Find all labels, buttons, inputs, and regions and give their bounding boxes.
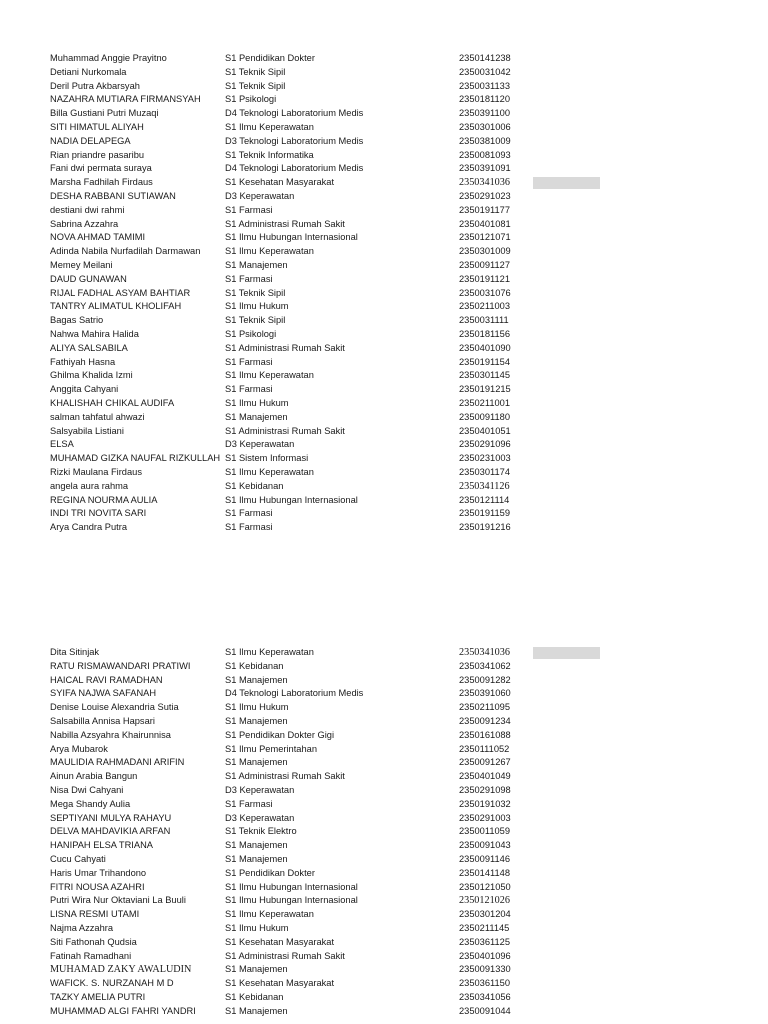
- study-program: S1 Teknik Sipil: [225, 287, 286, 298]
- roster-row: [0, 784, 768, 798]
- student-id: 2350211095: [459, 702, 511, 713]
- student-name: DAUD GUNAWAN: [50, 273, 127, 284]
- study-program: S1 Administrasi Rumah Sakit: [225, 425, 345, 436]
- study-program: D3 Keperawatan: [225, 812, 295, 823]
- student-name: Memey Meilani: [50, 259, 113, 270]
- roster-row: [0, 881, 768, 895]
- study-program: S1 Manajemen: [225, 964, 288, 975]
- study-program: S1 Teknik Elektro: [225, 826, 297, 837]
- roster-row: [0, 991, 768, 1005]
- study-program: S1 Teknik Sipil: [225, 315, 286, 326]
- student-id: 2350031111: [459, 315, 509, 326]
- student-name: Dita Sitinjak: [50, 647, 100, 657]
- student-name: angela aura rahma: [50, 480, 129, 491]
- roster-row: [0, 204, 768, 218]
- student-id: 2350381009: [459, 135, 511, 146]
- student-id: 2350291096: [459, 439, 511, 450]
- roster-block-2: [0, 646, 768, 1019]
- roster-row: [0, 176, 768, 190]
- student-id: 2350291023: [459, 190, 511, 201]
- study-program: S1 Teknik Sipil: [225, 66, 286, 77]
- student-name: DESHA RABBANI SUTIAWAN: [50, 190, 176, 201]
- roster-row: [0, 273, 768, 287]
- study-program: S1 Manajemen: [225, 411, 288, 422]
- student-name: RATU RISMAWANDARI PRATIWI: [50, 660, 191, 671]
- study-program: S1 Ilmu Hukum: [225, 301, 289, 312]
- student-name: Marsha Fadhilah Firdaus: [50, 177, 153, 188]
- roster-row: [0, 452, 768, 466]
- study-program: S1 Manajemen: [225, 757, 288, 768]
- highlighted-cell: [533, 647, 600, 659]
- student-id: 2350121050: [459, 881, 511, 892]
- student-name: Putri Wira Nur Oktaviani La Buuli: [50, 895, 186, 906]
- roster-row: [0, 287, 768, 301]
- student-name: MUHAMAD GIZKA NAUFAL RIZKULLAH: [50, 453, 221, 464]
- study-program: S1 Manajemen: [225, 840, 288, 851]
- student-id: 2350091267: [459, 757, 511, 768]
- student-name: Nahwa Mahira Halida: [50, 328, 139, 339]
- student-name: Detiani Nurkomala: [50, 66, 127, 77]
- student-name: SEPTIYANI MULYA RAHAYU: [50, 812, 172, 823]
- study-program: S1 Administrasi Rumah Sakit: [225, 771, 345, 782]
- student-id: 2350091330: [459, 964, 511, 975]
- student-name: Fatinah Ramadhani: [50, 950, 132, 961]
- student-name: Fani dwi permata suraya: [50, 163, 152, 174]
- roster-row: [0, 756, 768, 770]
- study-program: S1 Administrasi Rumah Sakit: [225, 342, 345, 353]
- roster-row: [0, 369, 768, 383]
- student-id: 2350291003: [459, 812, 511, 823]
- student-id: 2350191121: [459, 273, 511, 284]
- student-id: 2350121026: [459, 895, 510, 907]
- student-name: TANTRY ALIMATUL KHOLIFAH: [50, 301, 182, 312]
- study-program: S1 Ilmu Keperawatan: [225, 466, 314, 477]
- student-id: 2350211145: [459, 922, 510, 933]
- student-id: 2350301145: [459, 370, 511, 381]
- study-program: S1 Manajemen: [225, 715, 288, 726]
- roster-row: [0, 798, 768, 812]
- student-name: salman tahfatul ahwazi: [50, 411, 145, 422]
- roster-row: [0, 825, 768, 839]
- student-name: Cucu Cahyati: [50, 853, 106, 864]
- roster-row: [0, 521, 768, 535]
- roster-row: [0, 218, 768, 232]
- study-program: S1 Ilmu Hubungan Internasional: [225, 232, 358, 243]
- study-program: S1 Pendidikan Dokter: [225, 867, 315, 878]
- roster-row: [0, 770, 768, 784]
- roster-row: [0, 66, 768, 80]
- study-program: S1 Ilmu Keperawatan: [225, 370, 314, 381]
- student-id: 2350091180: [459, 411, 511, 422]
- student-name: Sabrina Azzahra: [50, 218, 119, 229]
- student-id: 2350011059: [459, 826, 511, 837]
- roster-row: [0, 356, 768, 370]
- study-program: S1 Ilmu Keperawatan: [225, 246, 314, 257]
- study-program: S1 Farmasi: [225, 273, 273, 284]
- student-name: Muhammad Anggie Prayitno: [50, 53, 167, 63]
- student-id: 2350341062: [459, 660, 511, 671]
- roster-row: [0, 425, 768, 439]
- study-program: S1 Farmasi: [225, 798, 273, 809]
- student-name: Adinda Nabila Nurfadilah Darmawan: [50, 246, 201, 257]
- student-id: 2350141238: [459, 53, 511, 63]
- student-id: 2350141148: [459, 867, 511, 878]
- student-id: 2350181156: [459, 328, 511, 339]
- roster-row: [0, 494, 768, 508]
- student-id: 2350191159: [459, 508, 511, 519]
- roster-row: [0, 701, 768, 715]
- student-id: 2350091044: [459, 1005, 511, 1016]
- student-name: HANIPAH ELSA TRIANA: [50, 840, 153, 851]
- roster-row: [0, 743, 768, 757]
- student-name: NADIA DELAPEGA: [50, 135, 131, 146]
- student-id: 2350301006: [459, 121, 511, 132]
- student-name: Arya Candra Putra: [50, 522, 127, 533]
- student-name: DELVA MAHDAVIKIA ARFAN: [50, 826, 171, 837]
- student-id: 2350081093: [459, 149, 511, 160]
- roster-row: [0, 342, 768, 356]
- student-id: 2350301174: [459, 466, 511, 477]
- student-id: 2350191032: [459, 798, 511, 809]
- roster-row: [0, 507, 768, 521]
- student-id: 2350121114: [459, 494, 510, 505]
- study-program: S1 Manajemen: [225, 1005, 288, 1016]
- roster-row: [0, 977, 768, 991]
- student-id: 2350361150: [459, 978, 511, 989]
- roster-row: [0, 328, 768, 342]
- study-program: S1 Ilmu Keperawatan: [225, 647, 314, 657]
- student-name: WAFICK. S. NURZANAH M D: [50, 978, 174, 989]
- student-id: 2350391060: [459, 688, 511, 699]
- roster-row: [0, 812, 768, 826]
- study-program: S1 Administrasi Rumah Sakit: [225, 950, 345, 961]
- student-id: 2350211003: [459, 301, 511, 312]
- roster-row: [0, 190, 768, 204]
- student-id: 2350231003: [459, 453, 511, 464]
- student-id: 2350361125: [459, 936, 511, 947]
- student-id: 2350111052: [459, 743, 510, 754]
- student-name: Ghilma Khalida Izmi: [50, 370, 133, 381]
- student-id: 2350161088: [459, 729, 511, 740]
- student-name: Anggita Cahyani: [50, 384, 119, 395]
- study-program: S1 Sistem Informasi: [225, 453, 309, 464]
- roster-row: [0, 894, 768, 908]
- study-program: S1 Ilmu Hukum: [225, 702, 289, 713]
- student-id: 2350391100: [459, 108, 511, 119]
- student-name: TAZKY AMELIA PUTRI: [50, 991, 146, 1002]
- student-name: NAZAHRA MUTIARA FIRMANSYAH: [50, 94, 201, 105]
- student-id: 2350031076: [459, 287, 511, 298]
- study-program: D3 Keperawatan: [225, 784, 295, 795]
- roster-row: [0, 245, 768, 259]
- student-name: MAULIDIA RAHMADANI ARIFIN: [50, 757, 185, 768]
- student-name: FITRI NOUSA AZAHRI: [50, 881, 145, 892]
- student-name: Arya Mubarok: [50, 743, 108, 754]
- student-name: Mega Shandy Aulia: [50, 798, 131, 809]
- study-program: S1 Teknik Sipil: [225, 80, 286, 91]
- student-name: ELSA: [50, 439, 74, 450]
- student-name: Najma Azzahra: [50, 922, 114, 933]
- study-program: S1 Ilmu Pemerintahan: [225, 743, 317, 754]
- student-id: 2350091146: [459, 853, 511, 864]
- roster-row: [0, 411, 768, 425]
- study-program: S1 Teknik Informatika: [225, 149, 314, 160]
- student-id: 2350191215: [459, 384, 511, 395]
- study-program: D3 Keperawatan: [225, 190, 295, 201]
- study-program: S1 Kesehatan Masyarakat: [225, 177, 335, 188]
- student-name: ALIYA SALSABILA: [50, 342, 128, 353]
- study-program: D3 Teknologi Laboratorium Medis: [225, 135, 364, 146]
- roster-row: [0, 1005, 768, 1019]
- student-id: 2350301009: [459, 246, 511, 257]
- student-id: 2350091043: [459, 840, 511, 851]
- student-name: SYIFA NAJWA SAFANAH: [50, 688, 157, 699]
- student-name: Rian priandre pasaribu: [50, 149, 145, 160]
- study-program: S1 Ilmu Hubungan Internasional: [225, 881, 358, 892]
- study-program: S1 Pendidikan Dokter: [225, 53, 315, 63]
- roster-row: [0, 646, 768, 660]
- roster-row: [0, 438, 768, 452]
- roster-row: [0, 839, 768, 853]
- student-id: 2350341126: [459, 480, 510, 492]
- student-name: Haris Umar Trihandono: [50, 867, 147, 878]
- roster-row: [0, 853, 768, 867]
- roster-row: [0, 480, 768, 494]
- roster-row: [0, 867, 768, 881]
- student-id: 2350401049: [459, 771, 511, 782]
- roster-row: [0, 52, 768, 66]
- student-name: LISNA RESMI UTAMI: [50, 909, 140, 920]
- student-id: 2350091234: [459, 715, 511, 726]
- roster-row: [0, 162, 768, 176]
- student-id: 2350401090: [459, 342, 511, 353]
- study-program: S1 Ilmu Keperawatan: [225, 909, 314, 920]
- study-program: S1 Manajemen: [225, 674, 288, 685]
- roster-row: [0, 922, 768, 936]
- student-id: 2350401051: [459, 425, 511, 436]
- study-program: S1 Psikologi: [225, 94, 277, 105]
- student-name: Fathiyah Hasna: [50, 356, 116, 367]
- student-id: 2350211001: [459, 397, 511, 408]
- study-program: S1 Kebidanan: [225, 991, 284, 1002]
- student-name: Nisa Dwi Cahyani: [50, 784, 124, 795]
- student-name: Nabilla Azsyahra Khairunnisa: [50, 729, 171, 740]
- study-program: S1 Farmasi: [225, 384, 273, 395]
- roster-row: [0, 135, 768, 149]
- roster-row: [0, 715, 768, 729]
- roster-row: [0, 300, 768, 314]
- student-id: 2350091282: [459, 674, 511, 685]
- student-name: Rizki Maulana Firdaus: [50, 466, 142, 477]
- student-id: 2350341056: [459, 991, 511, 1002]
- student-name: Siti Fathonah Qudsia: [50, 936, 137, 947]
- student-name: MUHAMMAD ALGI FAHRI YANDRI: [50, 1005, 196, 1016]
- student-id: 2350191216: [459, 522, 511, 533]
- roster-row: [0, 674, 768, 688]
- highlighted-cell: [533, 177, 600, 189]
- study-program: S1 Manajemen: [225, 259, 288, 270]
- roster-row: [0, 397, 768, 411]
- roster-row: [0, 107, 768, 121]
- roster-row: [0, 950, 768, 964]
- student-id: 2350031133: [459, 80, 511, 91]
- roster-row: [0, 259, 768, 273]
- study-program: S1 Pendidikan Dokter Gigi: [225, 729, 335, 740]
- roster-row: [0, 149, 768, 163]
- student-name: KHALISHAH CHIKAL AUDIFA: [50, 397, 175, 408]
- roster-row: [0, 383, 768, 397]
- study-program: S1 Kesehatan Masyarakat: [225, 936, 335, 947]
- study-program: S1 Farmasi: [225, 508, 273, 519]
- student-id: 2350301204: [459, 909, 511, 920]
- roster-row: [0, 660, 768, 674]
- student-id: 2350181120: [459, 94, 511, 105]
- roster-row: [0, 314, 768, 328]
- study-program: S1 Ilmu Hukum: [225, 397, 289, 408]
- study-program: S1 Ilmu Hukum: [225, 922, 289, 933]
- student-name: INDI TRI NOVITA SARI: [50, 508, 147, 519]
- roster-row: [0, 93, 768, 107]
- student-name: HAICAL RAVI RAMADHAN: [50, 674, 163, 685]
- student-name: Salsabilla Annisa Hapsari: [50, 715, 155, 726]
- student-name: REGINA NOURMA AULIA: [50, 494, 158, 505]
- study-program: S1 Kebidanan: [225, 480, 284, 491]
- study-program: S1 Farmasi: [225, 204, 273, 215]
- student-name: NOVA AHMAD TAMIMI: [50, 232, 146, 243]
- student-id: 2350191154: [459, 356, 511, 367]
- study-program: D4 Teknologi Laboratorium Medis: [225, 163, 364, 174]
- study-program: D3 Keperawatan: [225, 439, 295, 450]
- student-id: 2350391091: [459, 163, 511, 174]
- student-name: Billa Gustiani Putri Muzaqi: [50, 108, 159, 119]
- study-program: D4 Teknologi Laboratorium Medis: [225, 108, 364, 119]
- study-program: S1 Kesehatan Masyarakat: [225, 978, 335, 989]
- student-id: 2350091127: [459, 259, 511, 270]
- roster-row: [0, 466, 768, 480]
- student-id: 2350121071: [459, 232, 511, 243]
- roster-row: [0, 687, 768, 701]
- student-name: destiani dwi rahmi: [50, 204, 125, 215]
- roster-row: [0, 936, 768, 950]
- roster-row: [0, 729, 768, 743]
- student-name: Ainun Arabia Bangun: [50, 771, 138, 782]
- study-program: S1 Farmasi: [225, 356, 273, 367]
- roster-row: [0, 963, 768, 977]
- study-program: S1 Ilmu Keperawatan: [225, 121, 314, 132]
- student-name: MUHAMAD ZAKY AWALUDIN: [50, 964, 192, 976]
- student-name: RIJAL FADHAL ASYAM BAHTIAR: [50, 287, 191, 298]
- study-program: S1 Administrasi Rumah Sakit: [225, 218, 345, 229]
- student-id: 2350401096: [459, 950, 511, 961]
- student-id: 2350291098: [459, 784, 511, 795]
- study-program: S1 Ilmu Hubungan Internasional: [225, 895, 358, 906]
- student-name: Salsyabila Listiani: [50, 425, 124, 436]
- student-id: 2350341036: [459, 177, 510, 189]
- roster-block-1: [0, 52, 768, 535]
- student-id: 2350191177: [459, 204, 511, 215]
- student-id: 2350401081: [459, 218, 511, 229]
- study-program: S1 Kebidanan: [225, 660, 284, 671]
- study-program: S1 Ilmu Hubungan Internasional: [225, 494, 358, 505]
- roster-row: [0, 908, 768, 922]
- student-name: Bagas Satrio: [50, 315, 104, 326]
- roster-row: [0, 80, 768, 94]
- study-program: S1 Manajemen: [225, 853, 288, 864]
- student-name: Denise Louise Alexandria Sutia: [50, 702, 179, 713]
- study-program: S1 Farmasi: [225, 522, 273, 533]
- student-name: SITI HIMATUL ALIYAH: [50, 121, 144, 132]
- student-name: Deril Putra Akbarsyah: [50, 80, 140, 91]
- study-program: S1 Psikologi: [225, 328, 277, 339]
- roster-row: [0, 231, 768, 245]
- roster-row: [0, 121, 768, 135]
- student-id: 2350031042: [459, 66, 511, 77]
- study-program: D4 Teknologi Laboratorium Medis: [225, 688, 364, 699]
- student-id: 2350341036: [459, 647, 510, 658]
